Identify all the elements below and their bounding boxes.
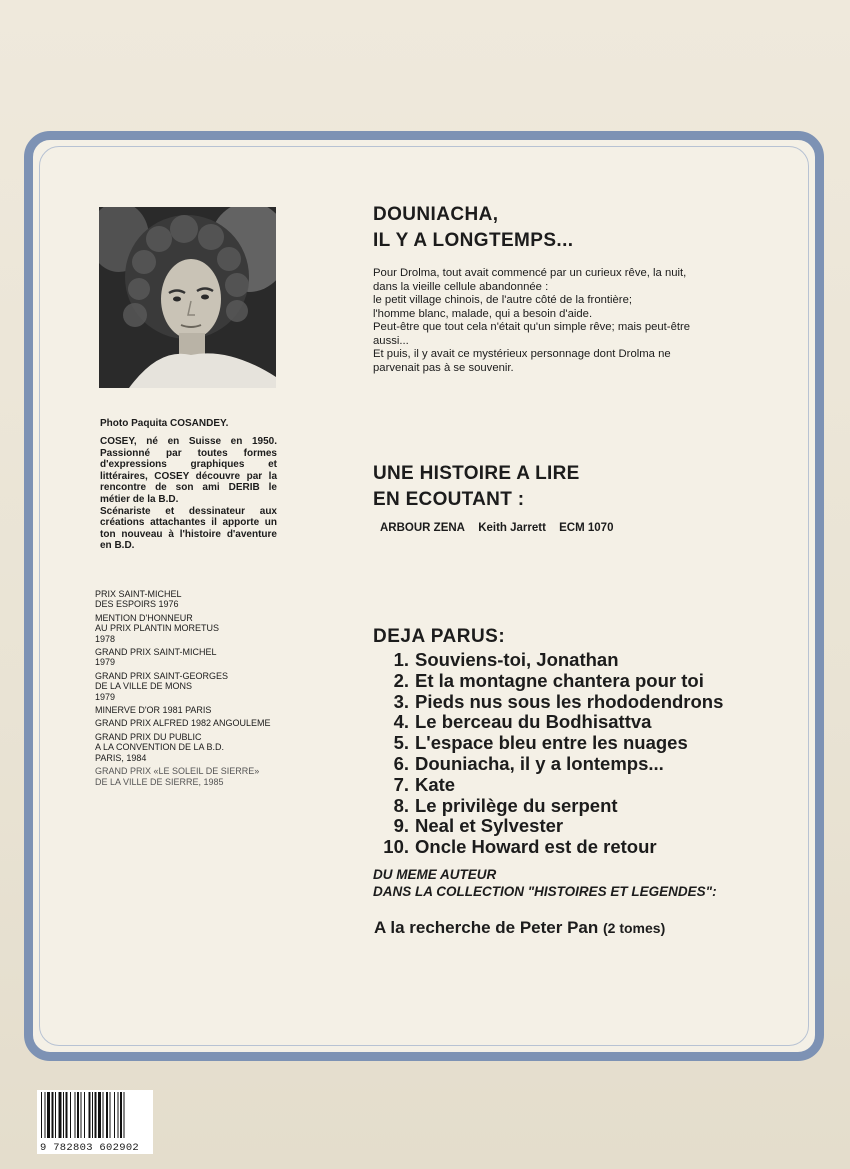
- barcode-bars: [37, 1090, 153, 1140]
- series-item: [373, 692, 773, 713]
- same-author-line: DANS LA COLLECTION "HISTOIRES ET LEGENDES":: [373, 884, 717, 899]
- series-number: 6.: [393, 752, 409, 774]
- series-title: Oncle Howard est de retour: [415, 836, 657, 858]
- series-item: [373, 816, 773, 837]
- book-title: [373, 202, 573, 254]
- summary-line: Peut-être que tout cela n'était qu'un simple rêve; mais peut-être: [373, 321, 691, 333]
- series-title: L'espace bleu entre les nuages: [415, 732, 688, 754]
- prize-line: GRAND PRIX DU PUBLIC: [95, 731, 202, 742]
- prize-item: [95, 705, 305, 715]
- series-title: Neal et Sylvester: [415, 815, 564, 837]
- barcode-bar: [84, 1092, 85, 1138]
- series-number: 7.: [393, 773, 409, 795]
- barcode-bar: [124, 1092, 125, 1138]
- prize-line: MENTION D'HONNEUR: [95, 612, 193, 623]
- same-author-heading: [373, 866, 717, 900]
- catalog-number: ECM 1070: [559, 522, 614, 534]
- prize-line: MINERVE D'OR 1981 PARIS: [95, 705, 212, 716]
- bio-paragraph: Scénariste et dessinateur aux créations attachantes il apporte un ton nouveau à l'histoire d'aventure en B.D.: [100, 505, 277, 552]
- listen-heading-line: UNE HISTOIRE A LIRE: [373, 463, 580, 484]
- barcode-bar: [52, 1092, 54, 1138]
- summary-line: dans la vieille cellule abandonnée :: [373, 280, 549, 293]
- barcode-bar: [103, 1092, 104, 1138]
- prize-line: DE LA VILLE DE MONS: [95, 681, 193, 692]
- prize-line: 1978: [95, 633, 116, 644]
- barcode-bar: [63, 1092, 64, 1138]
- album-title: ARBOUR ZENA: [380, 522, 465, 534]
- barcode-bar: [118, 1092, 119, 1138]
- series-title: Et la montagne chantera pour toi: [415, 669, 704, 691]
- barcode-bar: [81, 1092, 82, 1138]
- author-photo: [99, 207, 276, 388]
- barcode-bar: [45, 1092, 46, 1138]
- same-author-line: DU MEME AUTEUR: [373, 867, 497, 882]
- prize-line: DES ESPOIRS 1976: [95, 599, 179, 610]
- series-item: [373, 712, 773, 733]
- summary-line: parvenait pas à se souvenir.: [373, 361, 514, 374]
- summary-line: l'homme blanc, malade, qui a besoin d'aide.: [373, 307, 593, 320]
- barcode-bar: [75, 1092, 76, 1138]
- prize-line: A LA CONVENTION DE LA B.D.: [95, 742, 225, 753]
- prize-item: [95, 766, 305, 787]
- series-list: [373, 650, 773, 858]
- prize-item: [95, 589, 305, 610]
- summary-line: aussi...: [373, 334, 409, 347]
- bio-paragraph: COSEY, né en Suisse en 1950. Passionné par toutes formes d'expressions graphiques et littéraires, COSEY découvre par la rencontre de son ami DERIB le métier de la B.D.: [100, 436, 277, 505]
- series-number: 4.: [393, 711, 409, 733]
- barcode-digits: 9 782803 602902: [40, 1142, 140, 1154]
- isbn-barcode: [37, 1090, 153, 1154]
- prize-line: DE LA VILLE DE SIERRE, 1985: [95, 776, 224, 787]
- photo-credit: Photo Paquita COSANDEY.: [100, 418, 229, 429]
- music-reference: [380, 522, 623, 534]
- author-portrait-image: [99, 207, 276, 388]
- series-number: 5.: [393, 732, 409, 754]
- prize-line: GRAND PRIX «LE SOLEIL DE SIERRE»: [95, 766, 260, 777]
- series-number: 1.: [393, 649, 409, 670]
- series-item: [373, 796, 773, 817]
- prize-item: [95, 647, 305, 668]
- series-item: [373, 650, 773, 671]
- series-item: [373, 671, 773, 692]
- other-work: [374, 918, 665, 938]
- deja-parus-heading: DEJA PARUS:: [373, 626, 506, 647]
- summary-line: Pour Drolma, tout avait commencé par un curieux rêve, la nuit,: [373, 267, 687, 279]
- barcode-bar: [110, 1092, 111, 1138]
- barcode-bar: [98, 1092, 101, 1138]
- prize-item: [95, 718, 305, 728]
- summary-line: le petit village chinois, de l'autre côté de la frontière;: [373, 294, 632, 306]
- book-summary: [373, 267, 773, 375]
- series-title: Douniacha, il y a lontemps...: [415, 752, 664, 774]
- series-number: 9.: [393, 815, 409, 837]
- prize-item: [95, 732, 305, 763]
- book-title-line: DOUNIACHA,: [373, 204, 499, 225]
- prize-line: PARIS, 1984: [95, 752, 147, 763]
- prize-line: GRAND PRIX ALFRED 1982 ANGOULEME: [95, 718, 271, 729]
- prize-line: PRIX SAINT-MICHEL: [95, 589, 182, 599]
- barcode-bar: [59, 1092, 62, 1138]
- barcode-bar: [120, 1092, 122, 1138]
- other-work-volumes: (2 tomes): [603, 920, 666, 936]
- barcode-bar: [66, 1092, 68, 1138]
- series-title: Souviens-toi, Jonathan: [415, 649, 619, 670]
- barcode-bar: [89, 1092, 91, 1138]
- series-title: Pieds nus sous les rhododendrons: [415, 690, 724, 712]
- prize-line: AU PRIX PLANTIN MORETUS: [95, 623, 220, 634]
- prize-line: 1979: [95, 691, 116, 702]
- summary-line: Et puis, il y avait ce mystérieux personnage dont Drolma ne: [373, 348, 671, 360]
- author-bio: [100, 436, 277, 552]
- series-number: 2.: [393, 669, 409, 691]
- listen-heading-line: EN ECOUTANT :: [373, 489, 525, 510]
- prize-line: GRAND PRIX SAINT-MICHEL: [95, 647, 217, 658]
- other-work-title: A la recherche de Peter Pan: [374, 918, 599, 937]
- prize-line: GRAND PRIX SAINT-GEORGES: [95, 670, 229, 681]
- series-item: [373, 733, 773, 754]
- barcode-bar: [41, 1092, 42, 1138]
- barcode-bar: [77, 1092, 79, 1138]
- series-number: 10.: [383, 836, 409, 858]
- series-title: Kate: [415, 773, 456, 795]
- book-title-line: IL Y A LONGTEMPS...: [373, 230, 574, 251]
- prize-item: [95, 671, 305, 702]
- series-number: 3.: [393, 690, 409, 712]
- series-item: [373, 775, 773, 796]
- series-title: Le privilège du serpent: [415, 794, 618, 816]
- barcode-bar: [106, 1092, 108, 1138]
- barcode-bar: [70, 1092, 71, 1138]
- barcode-bar: [114, 1092, 115, 1138]
- series-title: Le berceau du Bodhisattva: [415, 711, 652, 733]
- prize-item: [95, 613, 305, 644]
- barcode-bar: [92, 1092, 93, 1138]
- barcode-bar: [55, 1092, 56, 1138]
- series-item: [373, 837, 773, 858]
- series-item: [373, 754, 773, 775]
- artist-name: Keith Jarrett: [478, 522, 546, 534]
- prize-line: 1979: [95, 657, 116, 668]
- listen-heading: [373, 461, 580, 513]
- series-number: 8.: [393, 794, 409, 816]
- prize-list: [95, 589, 305, 790]
- barcode-bar: [95, 1092, 97, 1138]
- barcode-bar: [47, 1092, 50, 1138]
